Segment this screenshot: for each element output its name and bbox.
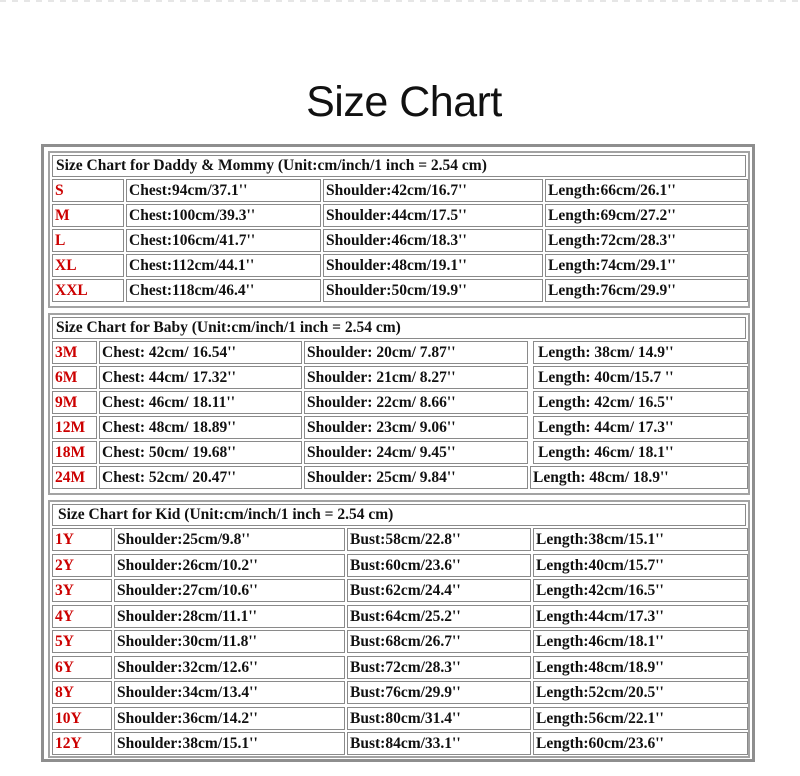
length-cell: Length:48cm/18.9''	[533, 656, 748, 679]
length-cell: Length:66cm/26.1''	[545, 179, 748, 202]
bust-cell: Bust:84cm/33.1''	[347, 732, 531, 755]
size-label: 12Y	[52, 732, 112, 755]
chest-cell: Chest:94cm/37.1''	[126, 179, 321, 202]
length-cell: Length:72cm/28.3''	[545, 229, 748, 252]
size-label: 18M	[52, 441, 97, 464]
size-label: 5Y	[52, 630, 112, 653]
table-row	[52, 579, 746, 602]
shoulder-cell: Shoulder: 20cm/ 7.87''	[304, 341, 528, 364]
table-row	[52, 630, 746, 653]
length-cell: Length: 46cm/ 18.1''	[533, 441, 748, 464]
length-cell: Length: 40cm/15.7 ''	[533, 366, 748, 389]
length-cell: Length:69cm/27.2''	[545, 204, 748, 227]
shoulder-cell: Shoulder:28cm/11.1''	[114, 605, 345, 628]
size-label: 4Y	[52, 605, 112, 628]
length-cell: Length:44cm/17.3''	[533, 605, 748, 628]
size-label: 10Y	[52, 707, 112, 730]
size-label: 12M	[52, 416, 97, 439]
length-cell: Length:40cm/15.7''	[533, 554, 748, 577]
size-label: 24M	[52, 466, 97, 489]
length-cell: Length: 38cm/ 14.9''	[533, 341, 748, 364]
size-label: M	[52, 204, 124, 227]
size-label: L	[52, 229, 124, 252]
chest-cell: Chest: 42cm/ 16.54''	[99, 341, 302, 364]
size-chart-container	[41, 144, 755, 762]
chest-cell: Chest:106cm/41.7''	[126, 229, 321, 252]
table-row	[52, 528, 746, 551]
table-row	[52, 605, 746, 628]
chest-cell: Chest: 52cm/ 20.47''	[99, 466, 302, 489]
chest-cell: Chest:100cm/39.3''	[126, 204, 321, 227]
table-row	[52, 204, 746, 227]
length-cell: Length:46cm/18.1''	[533, 630, 748, 653]
length-cell: Length:76cm/29.9''	[545, 279, 748, 302]
shoulder-cell: Shoulder:48cm/19.1''	[323, 254, 543, 277]
section-baby	[48, 313, 750, 495]
section-heading: Size Chart for Kid (Unit:cm/inch/1 inch = 2.54 cm)	[52, 504, 746, 526]
size-label: 6Y	[52, 656, 112, 679]
length-cell: Length: 42cm/ 16.5''	[533, 391, 748, 414]
section-heading: Size Chart for Daddy & Mommy (Unit:cm/inch/1 inch = 2.54 cm)	[52, 155, 746, 177]
size-label: 2Y	[52, 554, 112, 577]
chest-cell: Chest: 48cm/ 18.89''	[99, 416, 302, 439]
size-label: 3M	[52, 341, 97, 364]
size-label: 9M	[52, 391, 97, 414]
shoulder-cell: Shoulder: 23cm/ 9.06''	[304, 416, 528, 439]
table-row	[52, 279, 746, 302]
shoulder-cell: Shoulder: 22cm/ 8.66''	[304, 391, 528, 414]
size-label: 6M	[52, 366, 97, 389]
table-row	[52, 707, 746, 730]
table-row	[52, 466, 746, 489]
shoulder-cell: Shoulder:25cm/9.8''	[114, 528, 345, 551]
shoulder-cell: Shoulder:30cm/11.8''	[114, 630, 345, 653]
table-row	[52, 416, 746, 439]
shoulder-cell: Shoulder:32cm/12.6''	[114, 656, 345, 679]
bust-cell: Bust:72cm/28.3''	[347, 656, 531, 679]
shoulder-cell: Shoulder:42cm/16.7''	[323, 179, 543, 202]
shoulder-cell: Shoulder:26cm/10.2''	[114, 554, 345, 577]
bust-cell: Bust:60cm/23.6''	[347, 554, 531, 577]
table-row	[52, 366, 746, 389]
table-row	[52, 441, 746, 464]
chest-cell: Chest:118cm/46.4''	[126, 279, 321, 302]
chest-cell: Chest:112cm/44.1''	[126, 254, 321, 277]
table-row	[52, 681, 746, 704]
shoulder-cell: Shoulder:38cm/15.1''	[114, 732, 345, 755]
shoulder-cell: Shoulder: 24cm/ 9.45''	[304, 441, 528, 464]
section-heading: Size Chart for Baby (Unit:cm/inch/1 inch = 2.54 cm)	[52, 317, 746, 339]
shoulder-cell: Shoulder:44cm/17.5''	[323, 204, 543, 227]
section-adult	[48, 151, 750, 308]
table-row	[52, 732, 746, 755]
shoulder-cell: Shoulder:46cm/18.3''	[323, 229, 543, 252]
length-cell: Length:60cm/23.6''	[533, 732, 748, 755]
chest-cell: Chest: 50cm/ 19.68''	[99, 441, 302, 464]
length-cell: Length:52cm/20.5''	[533, 681, 748, 704]
table-row	[52, 554, 746, 577]
table-row	[52, 179, 746, 202]
top-dotted-edge	[0, 0, 800, 2]
bust-cell: Bust:68cm/26.7''	[347, 630, 531, 653]
table-row	[52, 656, 746, 679]
table-row	[52, 341, 746, 364]
length-cell: Length: 44cm/ 17.3''	[533, 416, 748, 439]
length-cell: Length:38cm/15.1''	[533, 528, 748, 551]
shoulder-cell: Shoulder:36cm/14.2''	[114, 707, 345, 730]
length-cell: Length:74cm/29.1''	[545, 254, 748, 277]
shoulder-cell: Shoulder: 25cm/ 9.84''	[304, 466, 528, 489]
bust-cell: Bust:62cm/24.4''	[347, 579, 531, 602]
shoulder-cell: Shoulder:50cm/19.9''	[323, 279, 543, 302]
bust-cell: Bust:64cm/25.2''	[347, 605, 531, 628]
size-label: 1Y	[52, 528, 112, 551]
table-row	[52, 229, 746, 252]
shoulder-cell: Shoulder: 21cm/ 8.27''	[304, 366, 528, 389]
size-label: XL	[52, 254, 124, 277]
page-title: Size Chart	[306, 78, 502, 126]
size-label: S	[52, 179, 124, 202]
shoulder-cell: Shoulder:34cm/13.4''	[114, 681, 345, 704]
table-row	[52, 391, 746, 414]
size-label: XXL	[52, 279, 124, 302]
chest-cell: Chest: 46cm/ 18.11''	[99, 391, 302, 414]
size-label: 3Y	[52, 579, 112, 602]
table-row	[52, 254, 746, 277]
length-cell: Length:42cm/16.5''	[533, 579, 748, 602]
section-kid	[48, 500, 750, 758]
bust-cell: Bust:80cm/31.4''	[347, 707, 531, 730]
chest-cell: Chest: 44cm/ 17.32''	[99, 366, 302, 389]
length-cell: Length: 48cm/ 18.9''	[530, 466, 748, 489]
shoulder-cell: Shoulder:27cm/10.6''	[114, 579, 345, 602]
length-cell: Length:56cm/22.1''	[533, 707, 748, 730]
bust-cell: Bust:76cm/29.9''	[347, 681, 531, 704]
bust-cell: Bust:58cm/22.8''	[347, 528, 531, 551]
size-label: 8Y	[52, 681, 112, 704]
